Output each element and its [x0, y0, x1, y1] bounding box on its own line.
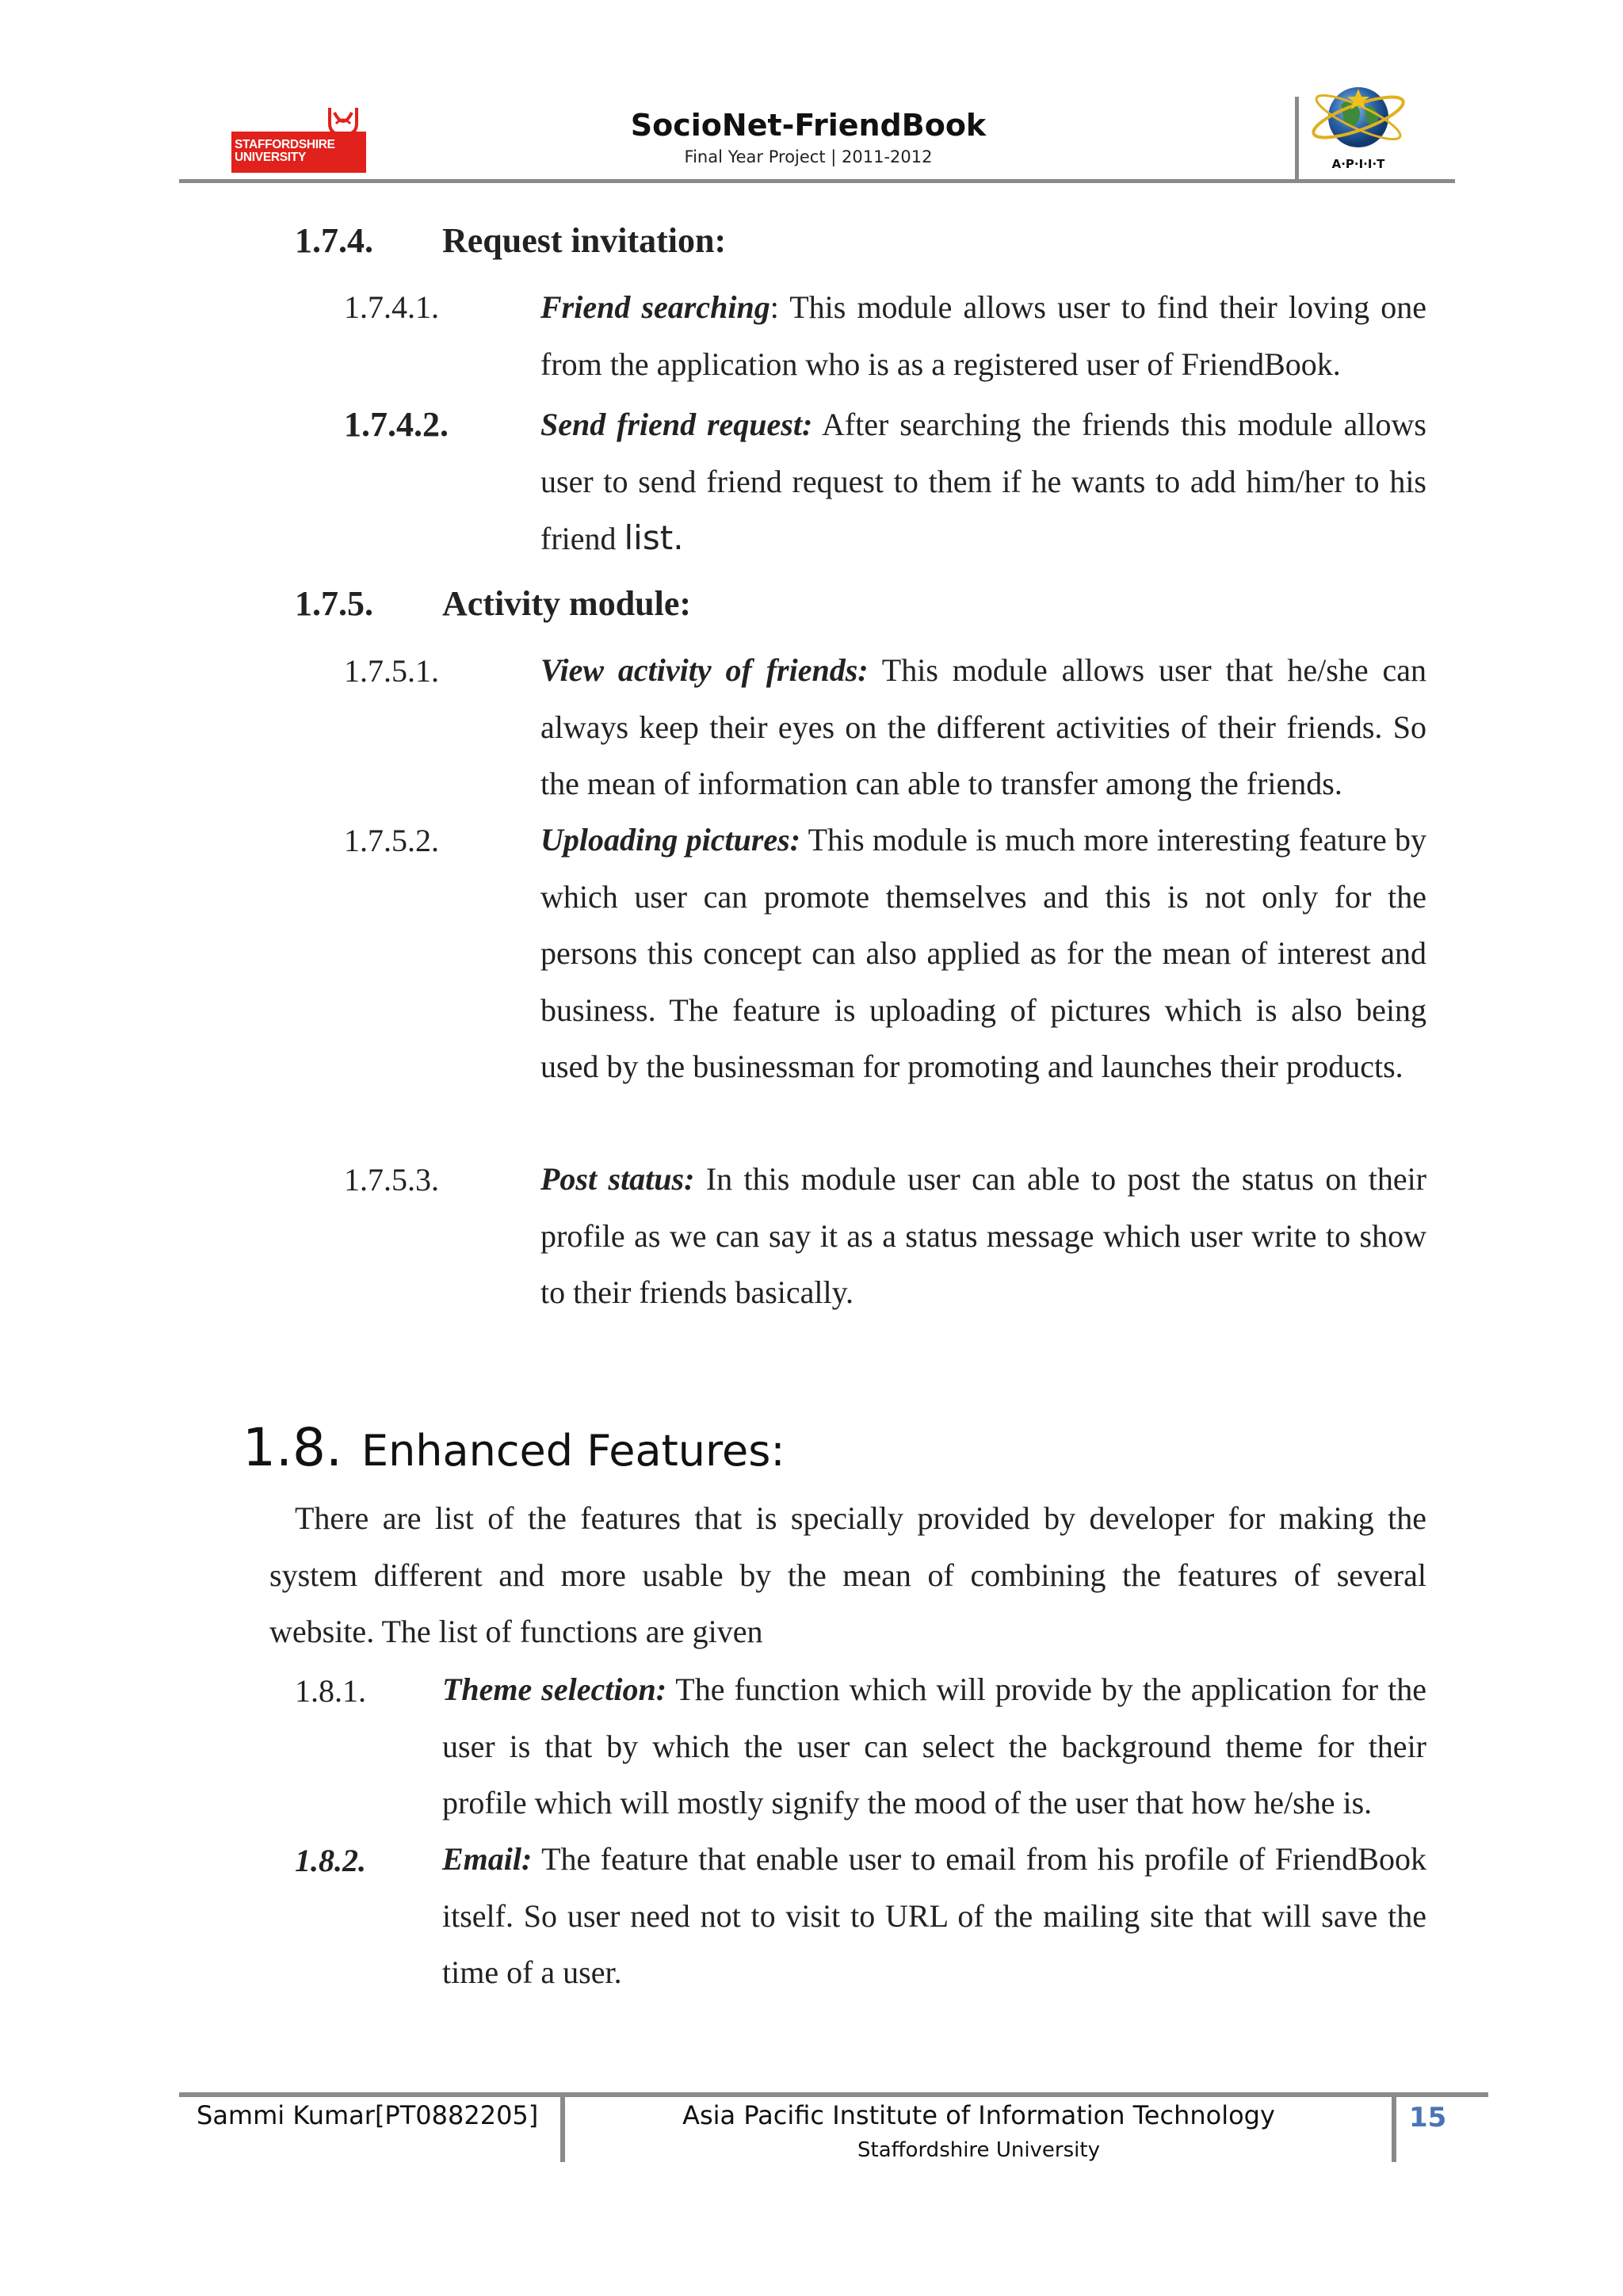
staffordshire-logo-text: STAFFORDSHIRE UNIVERSITY [235, 138, 335, 164]
footer-author: Sammi Kumar[PT0882205] [197, 2100, 539, 2130]
item-1-7-4-1-text [540, 279, 1426, 392]
item-body: This module allows user that he/she can always keep their eyes on the different activities of their friends. So the mean of information can able to transfer among the friends. [540, 652, 1426, 801]
item-1-8-2-text [442, 1831, 1426, 2001]
item-1-8-1-text [442, 1661, 1426, 1832]
footer-divider-right [1392, 2092, 1396, 2162]
item-1-7-4-1-number: 1.7.4.1. [344, 289, 439, 325]
item-1-7-5-2-text [540, 812, 1426, 1095]
page-number: 15 [1409, 2102, 1447, 2134]
section-1-8-heading [242, 1417, 785, 1478]
item-body-tail: list. [624, 518, 684, 557]
section-1-8-number: 1.8. [242, 1417, 342, 1478]
item-1-8-2-number: 1.8.2. [295, 1843, 366, 1878]
item-1-7-5-1-text [540, 642, 1426, 812]
item-1-7-4-2-number: 1.7.4.2. [344, 405, 449, 444]
item-1-7-5-2-number: 1.7.5.2. [344, 823, 439, 858]
header-divider [1295, 97, 1299, 182]
item-body: The function which will provide by the application for the user is that by which the user can select the background theme for their profile which will mostly signify the mood of the user that how he/she is. [442, 1671, 1426, 1820]
section-1-7-4-number: 1.7.4. [295, 221, 373, 260]
footer-rule [179, 2092, 1488, 2097]
section-1-8-title: Enhanced Features: [361, 1426, 785, 1476]
item-1-8-1-number: 1.8.1. [295, 1673, 366, 1709]
section-1-7-5-number: 1.7.5. [295, 584, 373, 623]
item-lead: Email: [442, 1841, 533, 1877]
staffordshire-logo [231, 105, 366, 173]
header-title: SocioNet-FriendBook [630, 108, 987, 143]
item-1-7-5-3-text [540, 1151, 1426, 1321]
footer-divider-left [560, 2092, 565, 2162]
item-1-7-5-1-number: 1.7.5.1. [344, 653, 439, 689]
item-body: : This module allows user to find their loving one from the application who is as a registered user of FriendBook. [540, 289, 1427, 382]
footer-university: Staffordshire University [857, 2138, 1100, 2162]
item-lead: Send friend request: [540, 407, 813, 442]
item-lead: Uploading pictures: [540, 822, 801, 858]
item-1-7-4-2-text [540, 396, 1426, 567]
apiit-logo [1306, 73, 1411, 184]
item-lead: Friend searching [540, 289, 770, 325]
item-body: After searching the friends this module allows user to send friend request to them if he wants to add him/her to his friend [540, 407, 1426, 556]
item-lead: Post status: [540, 1161, 695, 1197]
apiit-logo-text: A·P·I·I·T [1331, 157, 1385, 171]
header-rule [179, 179, 1455, 183]
header-subtitle: Final Year Project | 2011-2012 [684, 147, 933, 166]
item-lead: View activity of friends: [540, 652, 869, 688]
item-1-7-5-3-number: 1.7.5.3. [344, 1162, 439, 1198]
item-body: This module is much more interesting feature by which user can promote themselves and this is not only for the persons this concept can also applied as for the mean of interest and business. The feature is uploading of pictures which is also being used by the businessman for promoting and launches their products. [540, 822, 1427, 1084]
page-header [0, 0, 1623, 190]
section-1-7-5-title: Activity module: [442, 584, 692, 623]
section-1-7-4-title: Request invitation: [442, 221, 727, 260]
item-body: The feature that enable user to email from his profile of FriendBook itself. So user need not to visit to URL of the mailing site that will save the time of a user. [442, 1841, 1426, 1990]
section-1-8-intro: There are list of the features that is specially provided by developer for making the system different and more usable by the mean of combining the features of several website. The list of functions are given [269, 1500, 1426, 1649]
item-body: In this module user can able to post the status on their profile as we can say it as a status message which user write to show to their friends basically. [540, 1161, 1427, 1310]
footer-institute: Asia Pacific Institute of Information Technology [682, 2100, 1275, 2130]
item-lead: Theme selection: [442, 1671, 667, 1707]
